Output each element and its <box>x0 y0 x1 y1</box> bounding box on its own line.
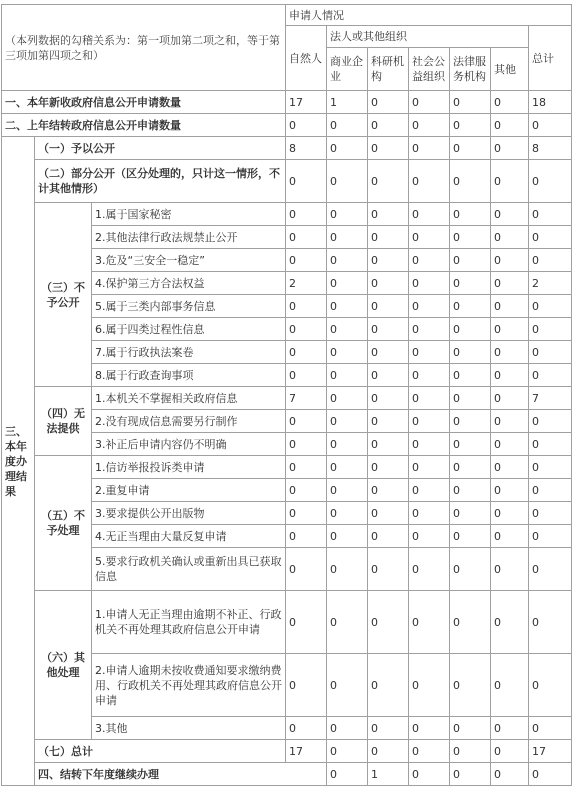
cell: 17 <box>286 91 327 114</box>
cell: 0 <box>409 433 450 456</box>
row-label: 3.补正后申请内容仍不明确 <box>92 433 286 456</box>
cell: 0 <box>450 295 491 318</box>
cell: 0 <box>450 91 491 114</box>
cell: 0 <box>409 740 450 763</box>
cell: 0 <box>409 591 450 654</box>
applicant-header: 申请人情况 <box>286 5 572 26</box>
cell: 0 <box>409 203 450 226</box>
cell: 0 <box>450 203 491 226</box>
cell: 0 <box>327 410 368 433</box>
cell: 0 <box>409 479 450 502</box>
cell: 0 <box>450 272 491 295</box>
cell: 0 <box>529 295 572 318</box>
cell: 0 <box>450 341 491 364</box>
cell: 2 <box>286 272 327 295</box>
table-row <box>2 160 572 203</box>
cell: 0 <box>368 433 409 456</box>
cell: 0 <box>529 654 572 717</box>
cell: 0 <box>286 203 327 226</box>
cell: 0 <box>286 364 327 387</box>
cell: 0 <box>450 410 491 433</box>
cell: 0 <box>368 226 409 249</box>
cell: 0 <box>491 479 529 502</box>
cell: 0 <box>491 433 529 456</box>
row-label: 3.其他 <box>92 717 286 740</box>
cell: 0 <box>491 203 529 226</box>
cell: 0 <box>491 654 529 717</box>
cell: 0 <box>529 318 572 341</box>
row-label: 2.申请人逾期未按收费通知要求缴纳费用、行政机关不再处理其政府信息公开申请 <box>92 654 286 717</box>
row-label: 四、结转下年度继续办理 <box>35 763 327 786</box>
cell: 0 <box>368 548 409 591</box>
cell: 0 <box>491 717 529 740</box>
cell: 0 <box>529 548 572 591</box>
cell: 0 <box>327 591 368 654</box>
cell: 0 <box>368 502 409 525</box>
cell: 0 <box>491 137 529 160</box>
row-label: 2.没有现成信息需要另行制作 <box>92 410 286 433</box>
cell: 0 <box>450 548 491 591</box>
cell: 0 <box>327 272 368 295</box>
cell: 0 <box>409 456 450 479</box>
row-label: （二）部分公开（区分处理的，只计这一情形，不计其他情形） <box>35 160 286 203</box>
cell: 0 <box>286 318 327 341</box>
cell: 0 <box>327 717 368 740</box>
col-natural-person: 自然人 <box>286 26 327 91</box>
cell: 0 <box>327 456 368 479</box>
cell: 0 <box>491 226 529 249</box>
row-label: 3.危及“三安全一稳定” <box>92 249 286 272</box>
row-label: 1.信访举报投诉类申请 <box>92 456 286 479</box>
cell: 0 <box>368 591 409 654</box>
group-label-not-processed: （五）不予处理 <box>35 456 92 591</box>
cell: 0 <box>491 249 529 272</box>
cell: 0 <box>409 654 450 717</box>
row-label: 8.属于行政查询事项 <box>92 364 286 387</box>
cell: 0 <box>368 341 409 364</box>
cell: 0 <box>327 548 368 591</box>
cell: 0 <box>450 137 491 160</box>
cell: 0 <box>450 717 491 740</box>
cell: 0 <box>491 318 529 341</box>
cell: 0 <box>327 341 368 364</box>
row-label: 4.保护第三方合法权益 <box>92 272 286 295</box>
cell: 18 <box>529 91 572 114</box>
row-label: 二、上年结转政府信息公开申请数量 <box>2 114 286 137</box>
cell: 0 <box>327 654 368 717</box>
row-label: 6.属于四类过程性信息 <box>92 318 286 341</box>
cell: 0 <box>450 763 491 786</box>
table-row <box>2 387 572 410</box>
row-label: （七）总计 <box>35 740 286 763</box>
cell: 0 <box>368 364 409 387</box>
cell: 0 <box>409 137 450 160</box>
cell: 0 <box>409 387 450 410</box>
cell: 0 <box>368 318 409 341</box>
row-label: 2.其他法律行政法规禁止公开 <box>92 226 286 249</box>
cell: 0 <box>409 160 450 203</box>
cell: 0 <box>491 160 529 203</box>
cell: 0 <box>450 160 491 203</box>
cell: 1 <box>368 763 409 786</box>
cell: 0 <box>327 433 368 456</box>
cell: 0 <box>450 591 491 654</box>
cell: 2 <box>529 272 572 295</box>
cell: 0 <box>529 341 572 364</box>
cell: 1 <box>327 91 368 114</box>
cell: 0 <box>529 717 572 740</box>
cell: 0 <box>450 114 491 137</box>
table-row <box>2 114 572 137</box>
cell: 0 <box>409 318 450 341</box>
cell: 0 <box>327 249 368 272</box>
cell: 0 <box>368 295 409 318</box>
cell: 0 <box>286 717 327 740</box>
cell: 0 <box>327 763 368 786</box>
cell: 0 <box>409 410 450 433</box>
cell: 0 <box>409 272 450 295</box>
cell: 0 <box>286 502 327 525</box>
row-label: 3.要求提供公开出版物 <box>92 502 286 525</box>
cell: 0 <box>327 740 368 763</box>
cell: 0 <box>529 456 572 479</box>
cell: 0 <box>450 654 491 717</box>
table-row <box>2 91 572 114</box>
cell: 0 <box>409 525 450 548</box>
cell: 0 <box>368 272 409 295</box>
table-row <box>2 456 572 479</box>
cell: 0 <box>286 341 327 364</box>
cell: 0 <box>529 114 572 137</box>
cell: 0 <box>327 479 368 502</box>
cell: 0 <box>491 272 529 295</box>
cell: 0 <box>327 160 368 203</box>
group-label-unavailable: （四）无法提供 <box>35 387 92 456</box>
col-commercial: 商业企业 <box>327 48 368 91</box>
cell: 0 <box>327 525 368 548</box>
cell: 0 <box>286 456 327 479</box>
cell: 0 <box>529 410 572 433</box>
cell: 0 <box>409 341 450 364</box>
cell: 0 <box>368 456 409 479</box>
cell: 0 <box>368 137 409 160</box>
cell: 0 <box>529 433 572 456</box>
cell: 8 <box>529 137 572 160</box>
row-label: 5.属于三类内部事务信息 <box>92 295 286 318</box>
row-label: 4.无正当理由大量反复申请 <box>92 525 286 548</box>
cell: 0 <box>491 364 529 387</box>
cell: 0 <box>529 364 572 387</box>
cell: 0 <box>529 160 572 203</box>
cell: 0 <box>368 654 409 717</box>
cell: 0 <box>368 249 409 272</box>
cell: 0 <box>327 318 368 341</box>
cell: 0 <box>327 387 368 410</box>
cell: 0 <box>409 226 450 249</box>
cell: 0 <box>368 740 409 763</box>
col-legal-group: 法人或其他组织 <box>327 26 529 48</box>
cell: 0 <box>409 717 450 740</box>
cell: 0 <box>491 763 529 786</box>
cell: 0 <box>450 364 491 387</box>
cell: 0 <box>491 502 529 525</box>
table-row <box>2 591 572 654</box>
cell: 0 <box>368 91 409 114</box>
section-three-label: 三、本年度办理结果 <box>2 137 35 786</box>
cell: 0 <box>409 249 450 272</box>
cell: 0 <box>491 341 529 364</box>
cell: 0 <box>491 525 529 548</box>
row-label: 1.申请人无正当理由逾期不补正、行政机关不再处理其政府信息公开申请 <box>92 591 286 654</box>
cell: 0 <box>368 114 409 137</box>
cell: 0 <box>286 548 327 591</box>
cell: 0 <box>286 249 327 272</box>
cell: 0 <box>409 114 450 137</box>
cell: 0 <box>409 548 450 591</box>
cell: 0 <box>327 295 368 318</box>
group-label-withheld: （三）不予公开 <box>35 203 92 387</box>
cell: 0 <box>529 763 572 786</box>
table-row <box>2 740 572 763</box>
cell: 0 <box>286 226 327 249</box>
cell: 0 <box>286 410 327 433</box>
cell: 0 <box>368 717 409 740</box>
row-label: 7.属于行政执法案卷 <box>92 341 286 364</box>
cell: 0 <box>529 525 572 548</box>
group-label-other-handling: （六）其他处理 <box>35 591 92 740</box>
cell: 0 <box>286 591 327 654</box>
cell: 0 <box>450 433 491 456</box>
cell: 0 <box>286 433 327 456</box>
cell: 0 <box>368 410 409 433</box>
cell: 0 <box>327 364 368 387</box>
cell: 0 <box>450 525 491 548</box>
cell: 0 <box>450 456 491 479</box>
cell: 0 <box>368 479 409 502</box>
cell: 0 <box>491 410 529 433</box>
cell: 17 <box>529 740 572 763</box>
cell: 0 <box>327 502 368 525</box>
cell: 0 <box>327 226 368 249</box>
cell: 0 <box>529 203 572 226</box>
cell: 0 <box>327 137 368 160</box>
cell: 0 <box>286 295 327 318</box>
cell: 0 <box>491 548 529 591</box>
col-total: 总计 <box>529 26 572 91</box>
cell: 0 <box>327 203 368 226</box>
cell: 0 <box>327 114 368 137</box>
col-research: 科研机构 <box>368 48 409 91</box>
row-label: 2.重复申请 <box>92 479 286 502</box>
table-note: （本列数据的勾稽关系为：第一项加第二项之和，等于第三项加第四项之和） <box>2 5 286 91</box>
cell: 0 <box>491 114 529 137</box>
row-label: （一）予以公开 <box>35 137 286 160</box>
cell: 7 <box>529 387 572 410</box>
cell: 0 <box>491 91 529 114</box>
cell: 0 <box>491 456 529 479</box>
cell: 0 <box>450 318 491 341</box>
cell: 0 <box>409 502 450 525</box>
cell: 0 <box>286 479 327 502</box>
row-label: 1.本机关不掌握相关政府信息 <box>92 387 286 410</box>
row-label: 5.要求行政机关确认或重新出具已获取信息 <box>92 548 286 591</box>
col-law: 法律服务机构 <box>450 48 491 91</box>
cell: 0 <box>409 91 450 114</box>
cell: 8 <box>286 137 327 160</box>
cell: 0 <box>286 160 327 203</box>
cell: 0 <box>450 502 491 525</box>
table-row <box>2 763 572 786</box>
cell: 0 <box>529 591 572 654</box>
cell: 0 <box>450 226 491 249</box>
cell: 0 <box>529 249 572 272</box>
col-social: 社会公益组织 <box>409 48 450 91</box>
cell: 0 <box>409 763 450 786</box>
cell: 0 <box>368 387 409 410</box>
cell: 0 <box>450 479 491 502</box>
cell: 0 <box>491 295 529 318</box>
cell: 0 <box>368 203 409 226</box>
row-label: 一、本年新收政府信息公开申请数量 <box>2 91 286 114</box>
col-other: 其他 <box>491 48 529 91</box>
cell: 0 <box>286 114 327 137</box>
table-row <box>2 137 572 160</box>
cell: 0 <box>450 740 491 763</box>
cell: 0 <box>491 740 529 763</box>
cell: 0 <box>450 387 491 410</box>
cell: 7 <box>286 387 327 410</box>
cell: 0 <box>286 525 327 548</box>
cell: 0 <box>368 525 409 548</box>
cell: 0 <box>491 591 529 654</box>
cell: 0 <box>529 479 572 502</box>
cell: 0 <box>450 249 491 272</box>
table-row <box>2 203 572 226</box>
cell: 0 <box>409 364 450 387</box>
cell: 0 <box>529 226 572 249</box>
row-label: 1.属于国家秘密 <box>92 203 286 226</box>
cell: 17 <box>286 740 327 763</box>
cell: 0 <box>286 654 327 717</box>
cell: 0 <box>529 502 572 525</box>
disclosure-table <box>1 4 572 786</box>
cell: 0 <box>491 387 529 410</box>
cell: 0 <box>409 295 450 318</box>
cell: 0 <box>368 160 409 203</box>
